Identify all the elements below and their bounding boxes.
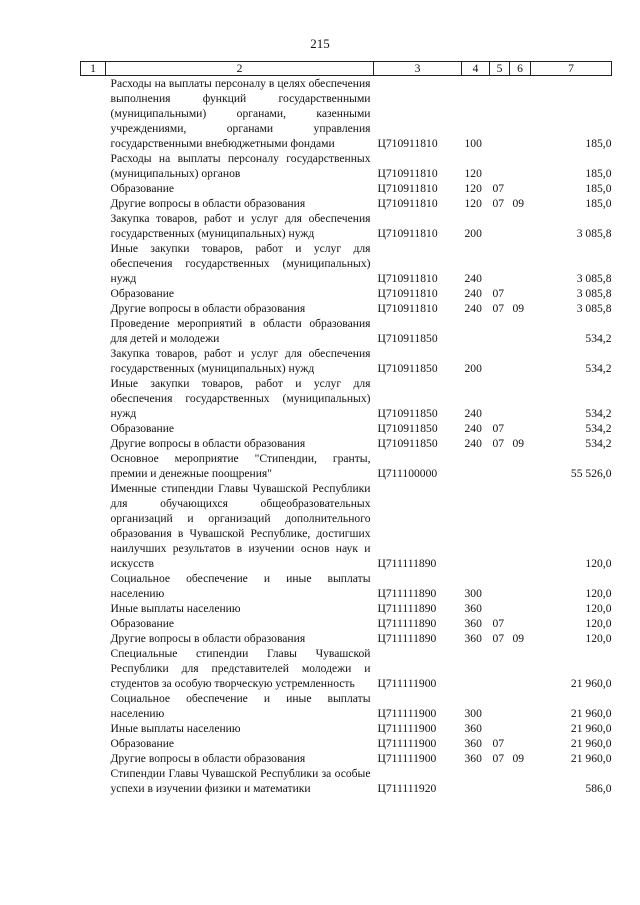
row-subsection: 09 — [512, 302, 525, 315]
row-name: Социальное обеспечение и иные выплаты населению — [110, 572, 371, 600]
row-expense-type: 360 — [464, 602, 482, 615]
row-expense-type: 120 — [464, 182, 482, 195]
row-amount: 3 085,8 — [576, 227, 612, 240]
row-amount: 21 960,0 — [570, 677, 612, 690]
table-row — [81, 451, 612, 481]
row-subsection — [510, 691, 531, 721]
row-name: Иные закупки товаров, работ и услуг для обеспечения государственных (муниципальных) нужд — [110, 242, 371, 285]
table-row — [81, 211, 612, 241]
row-expense-type: 240 — [464, 287, 482, 300]
row-subsection — [510, 76, 531, 152]
row-index-cell — [81, 481, 106, 571]
row-expense-type — [462, 451, 490, 481]
header-col-3: 3 — [374, 62, 462, 76]
row-amount: 120,0 — [585, 602, 612, 615]
row-section — [490, 721, 510, 736]
row-name: Проведение мероприятий в области образования для детей и молодежи — [110, 317, 371, 345]
row-expense-type: 120 — [464, 197, 482, 210]
row-subsection — [510, 286, 531, 301]
row-index-cell — [81, 301, 106, 316]
row-target-code: Ц710911850 — [377, 362, 438, 375]
row-name: Стипендии Главы Чувашской Республики за особые успехи в изучении физики и математики — [110, 767, 371, 795]
row-subsection — [510, 346, 531, 376]
row-name: Иные выплаты населению — [110, 722, 241, 735]
row-subsection — [510, 151, 531, 181]
table-row — [81, 631, 612, 646]
page-number: 215 — [310, 36, 330, 51]
table-row — [81, 346, 612, 376]
row-expense-type: 240 — [464, 437, 482, 450]
row-target-code: Ц711100000 — [377, 467, 438, 480]
row-section — [490, 766, 510, 796]
row-amount: 534,2 — [585, 407, 612, 420]
row-expense-type: 360 — [464, 737, 482, 750]
row-name: Расходы на выплаты персоналу в целях обеспечения выполнения функций государственными (муниципальными) органами, казенными учреждениями, органами управления государственными внебюджетными фондами — [110, 77, 371, 150]
row-index-cell — [81, 181, 106, 196]
row-expense-type: 360 — [464, 617, 482, 630]
row-amount: 3 085,8 — [576, 302, 612, 315]
row-amount: 120,0 — [585, 557, 612, 570]
row-target-code: Ц710911810 — [377, 287, 438, 300]
row-subsection — [510, 601, 531, 616]
row-expense-type: 300 — [464, 587, 482, 600]
row-section: 07 — [492, 302, 505, 315]
row-target-code: Ц710911850 — [377, 332, 438, 345]
row-amount: 185,0 — [585, 167, 612, 180]
row-amount: 120,0 — [585, 587, 612, 600]
row-subsection — [510, 241, 531, 286]
row-name: Другие вопросы в области образования — [110, 437, 306, 450]
table-row — [81, 301, 612, 316]
row-name: Специальные стипендии Главы Чувашской Республики для представителей молодежи и студентов за особую творческую устремленность — [110, 647, 371, 690]
row-expense-type: 240 — [464, 407, 482, 420]
row-target-code: Ц711111900 — [377, 737, 437, 750]
header-col-7: 7 — [531, 62, 612, 76]
row-name: Закупка товаров, работ и услуг для обеспечения государственных (муниципальных) нужд — [110, 212, 371, 240]
row-amount: 534,2 — [585, 362, 612, 375]
row-target-code: Ц711111900 — [377, 707, 437, 720]
row-target-code: Ц710911810 — [377, 167, 438, 180]
row-index-cell — [81, 76, 106, 152]
row-section: 07 — [492, 437, 505, 450]
row-amount: 534,2 — [585, 422, 612, 435]
row-name: Иные выплаты населению — [110, 602, 241, 615]
row-section: 07 — [492, 632, 505, 645]
row-index-cell — [81, 451, 106, 481]
row-expense-type — [462, 316, 490, 346]
header-col-5: 5 — [490, 62, 510, 76]
row-section — [490, 571, 510, 601]
row-section — [490, 451, 510, 481]
row-index-cell — [81, 721, 106, 736]
budget-table — [80, 61, 612, 796]
row-subsection — [510, 736, 531, 751]
row-target-code: Ц710911810 — [377, 272, 438, 285]
row-amount: 120,0 — [585, 632, 612, 645]
table-row — [81, 241, 612, 286]
row-section — [490, 376, 510, 421]
row-subsection — [510, 421, 531, 436]
row-index-cell — [81, 646, 106, 691]
table-row — [81, 76, 612, 152]
row-index-cell — [81, 421, 106, 436]
row-target-code: Ц711111890 — [377, 602, 437, 615]
row-subsection: 09 — [512, 632, 525, 645]
row-expense-type: 360 — [464, 722, 482, 735]
row-amount: 21 960,0 — [570, 737, 612, 750]
row-name: Другие вопросы в области образования — [110, 197, 306, 210]
table-row — [81, 376, 612, 421]
row-expense-type: 360 — [464, 632, 482, 645]
row-name: Образование — [110, 287, 175, 300]
row-amount: 534,2 — [585, 332, 612, 345]
row-index-cell — [81, 571, 106, 601]
row-name: Образование — [110, 617, 175, 630]
row-target-code: Ц711111890 — [377, 557, 437, 570]
row-subsection — [510, 571, 531, 601]
row-amount: 185,0 — [585, 137, 612, 150]
row-index-cell — [81, 211, 106, 241]
row-amount: 586,0 — [585, 782, 612, 795]
row-amount: 185,0 — [585, 182, 612, 195]
row-section — [490, 346, 510, 376]
row-name: Другие вопросы в области образования — [110, 632, 306, 645]
row-expense-type: 240 — [464, 302, 482, 315]
row-amount: 534,2 — [585, 437, 612, 450]
row-amount: 120,0 — [585, 617, 612, 630]
row-target-code: Ц710911810 — [377, 302, 438, 315]
row-name: Расходы на выплаты персоналу государственных (муниципальных) органов — [110, 152, 371, 180]
row-amount: 21 960,0 — [570, 752, 612, 765]
row-expense-type: 200 — [464, 362, 482, 375]
row-expense-type: 240 — [464, 422, 482, 435]
row-target-code: Ц711111900 — [377, 722, 437, 735]
row-section: 07 — [492, 182, 505, 195]
row-amount: 3 085,8 — [576, 287, 612, 300]
row-target-code: Ц710911850 — [377, 437, 438, 450]
row-name: Образование — [110, 737, 175, 750]
header-col-6: 6 — [510, 62, 531, 76]
row-expense-type — [462, 766, 490, 796]
row-section: 07 — [492, 752, 505, 765]
table-row — [81, 691, 612, 721]
row-section — [490, 76, 510, 152]
row-subsection — [510, 451, 531, 481]
row-target-code: Ц710911810 — [377, 182, 438, 195]
row-index-cell — [81, 241, 106, 286]
row-subsection — [510, 646, 531, 691]
row-index-cell — [81, 196, 106, 211]
table-row — [81, 721, 612, 736]
row-subsection — [510, 616, 531, 631]
row-index-cell — [81, 631, 106, 646]
row-index-cell — [81, 436, 106, 451]
row-index-cell — [81, 766, 106, 796]
row-index-cell — [81, 316, 106, 346]
row-target-code: Ц710911850 — [377, 422, 438, 435]
table-row — [81, 436, 612, 451]
row-target-code: Ц710911850 — [377, 407, 438, 420]
row-target-code: Ц711111900 — [377, 752, 437, 765]
row-target-code: Ц711111920 — [377, 782, 437, 795]
row-name: Основное мероприятие "Стипендии, гранты, премии и денежные поощрения" — [110, 452, 371, 480]
row-expense-type: 120 — [464, 167, 482, 180]
row-name: Иные закупки товаров, работ и услуг для обеспечения государственных (муниципальных) нужд — [110, 377, 371, 420]
row-section — [490, 601, 510, 616]
row-amount: 55 526,0 — [570, 467, 612, 480]
table-row — [81, 316, 612, 346]
row-target-code: Ц711111890 — [377, 617, 437, 630]
row-index-cell — [81, 151, 106, 181]
row-target-code: Ц711111890 — [377, 632, 437, 645]
row-index-cell — [81, 751, 106, 766]
row-target-code: Ц711111900 — [377, 677, 437, 690]
row-index-cell — [81, 346, 106, 376]
row-expense-type — [462, 646, 490, 691]
row-index-cell — [81, 286, 106, 301]
header-col-2: 2 — [106, 62, 374, 76]
row-subsection — [510, 766, 531, 796]
row-section: 07 — [492, 737, 505, 750]
table-row — [81, 751, 612, 766]
row-section — [490, 151, 510, 181]
row-section: 07 — [492, 197, 505, 210]
row-name: Социальное обеспечение и иные выплаты населению — [110, 692, 371, 720]
row-target-code: Ц710911810 — [377, 197, 438, 210]
table-row — [81, 601, 612, 616]
row-amount: 21 960,0 — [570, 707, 612, 720]
table-row — [81, 481, 612, 571]
row-target-code: Ц711111890 — [377, 587, 437, 600]
row-section — [490, 646, 510, 691]
row-expense-type: 300 — [464, 707, 482, 720]
row-target-code: Ц710911810 — [377, 137, 438, 150]
row-name: Закупка товаров, работ и услуг для обеспечения государственных (муниципальных) нужд — [110, 347, 371, 375]
row-name: Другие вопросы в области образования — [110, 302, 306, 315]
row-name: Образование — [110, 182, 175, 195]
row-index-cell — [81, 691, 106, 721]
row-section — [490, 481, 510, 571]
row-name: Образование — [110, 422, 175, 435]
table-row — [81, 766, 612, 796]
row-amount: 185,0 — [585, 197, 612, 210]
row-expense-type: 200 — [464, 227, 482, 240]
row-name: Другие вопросы в области образования — [110, 752, 306, 765]
row-section — [490, 211, 510, 241]
row-subsection — [510, 721, 531, 736]
header-col-4: 4 — [462, 62, 490, 76]
table-row — [81, 286, 612, 301]
row-subsection: 09 — [512, 197, 525, 210]
table-row — [81, 736, 612, 751]
row-section — [490, 241, 510, 286]
table-row — [81, 646, 612, 691]
row-name: Именные стипендии Главы Чувашской Республики для обучающихся общеобразовательных организаций и организаций дополнительного образования в Чувашской Республике, достигших наилучших результатов в изучении основ наук и искусств — [110, 482, 371, 570]
table-row — [81, 571, 612, 601]
row-subsection: 09 — [512, 437, 525, 450]
row-expense-type: 360 — [464, 752, 482, 765]
row-subsection — [510, 316, 531, 346]
row-amount: 3 085,8 — [576, 272, 612, 285]
row-target-code: Ц710911810 — [377, 227, 438, 240]
row-expense-type: 100 — [464, 137, 482, 150]
row-section: 07 — [492, 287, 505, 300]
row-section: 07 — [492, 617, 505, 630]
row-expense-type: 240 — [464, 272, 482, 285]
row-index-cell — [81, 616, 106, 631]
row-expense-type — [462, 481, 490, 571]
row-subsection — [510, 211, 531, 241]
row-amount: 21 960,0 — [570, 722, 612, 735]
row-section — [490, 316, 510, 346]
row-index-cell — [81, 736, 106, 751]
row-section — [490, 691, 510, 721]
table-row — [81, 196, 612, 211]
table-row — [81, 421, 612, 436]
row-index-cell — [81, 376, 106, 421]
row-index-cell — [81, 601, 106, 616]
row-subsection — [510, 181, 531, 196]
header-col-1: 1 — [81, 62, 106, 76]
row-section: 07 — [492, 422, 505, 435]
table-row — [81, 616, 612, 631]
table-row — [81, 181, 612, 196]
row-subsection — [510, 376, 531, 421]
table-row — [81, 151, 612, 181]
header-row — [81, 62, 612, 76]
row-subsection: 09 — [512, 752, 525, 765]
row-subsection — [510, 481, 531, 571]
